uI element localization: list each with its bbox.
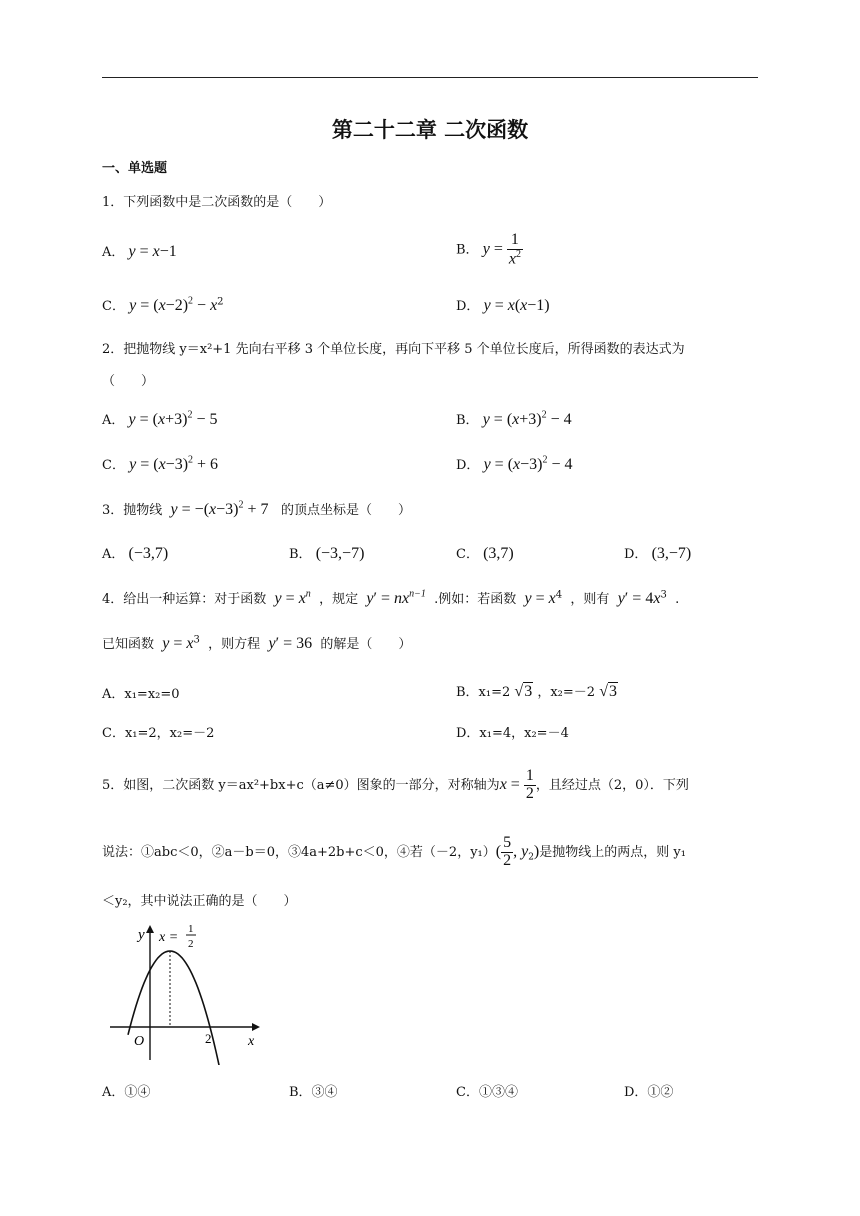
q3-option-b: B． (−3,−7) [289, 545, 365, 562]
q3-option-d: D． (3,−7) [624, 545, 692, 562]
q4-option-d: D．x₁=4，x₂=－4 [456, 726, 569, 741]
q4-option-b: B．x₁=2 √3 ，x₂=－2 √3 [456, 683, 617, 700]
q1-option-c: C． $y = (x-2)^2 - x^2$ [102, 295, 224, 314]
x-intercept-label: 2 [205, 1031, 212, 1046]
origin-label: O [134, 1034, 145, 1049]
q3-option-a: A． (−3,7) [102, 545, 169, 562]
q2-option-d: D． $y = (x-3)^2 - 4$ [456, 454, 573, 473]
q4-stem-line2: 已知函数 $y = x^3$ ，则方程 y′ = 36 的解是（ ） [102, 634, 412, 652]
q1-option-d: D． y = x(x−1) [456, 297, 550, 314]
header-rule [102, 77, 758, 78]
x-axis-label: x [248, 1034, 255, 1049]
q2-stem: 2．把抛物线 y＝x²+1 先向右平移 3 个单位长度，再向下平移 5 个单位长度后，所得函数的表达式为 [102, 342, 685, 357]
q5-stem-line1: 5．如图，二次函数 y＝ax²+bx+c（a≠0）图象的一部分，对称轴为x = $\frac{1}{2}$ ，且经过点（2，0）．下列 [102, 767, 689, 802]
q4-option-a: A．x₁=x₂=0 [102, 687, 180, 702]
q1-option-b: B． y = $\frac{1}{x^2}$ [456, 231, 521, 268]
section-heading: 一、单选题 [102, 161, 168, 176]
q5-stem-line2: 说法：①abc＜0，②a－b＝0，③4a+2b+c＜0，④若（－2，y₁）( $\frac{5}{2}$ , $y_2$)是抛物线上的两点，则 y₁ [102, 834, 686, 869]
half-numerator: 1 [188, 923, 194, 935]
q5-option-c: C．①③④ [456, 1085, 518, 1100]
q3-stem: 3．抛物线 $y = -(x-3)^2 + 7$ 的顶点坐标是（ ） [102, 499, 411, 518]
q1-option-a: A． y = x−1 [102, 243, 177, 260]
page-title: 第二十二章 二次函数 [331, 118, 529, 142]
q5-option-d: D．①② [624, 1085, 674, 1100]
q2-stem-paren: （ ） [102, 374, 155, 389]
y-axis-label: y [138, 927, 145, 943]
q1-stem: 1．下列函数中是二次函数的是（ ） [102, 195, 332, 210]
q5-option-a: A．①④ [102, 1085, 151, 1100]
q2-option-b: B． $y = (x+3)^2 - 4$ [456, 409, 572, 428]
q4-option-c: C．x₁=2，x₂=－2 [102, 726, 215, 741]
q2-option-c: C． $y = (x-3)^2 + 6$ [102, 454, 219, 473]
q4-stem-line1: 4．给出一种运算：对于函数 $y = x^n$ ，规定 $y' = nx^{n-1}$ .例如：若函数 $y = x^4$ ，则有 $y' = 4x^3$ . [102, 588, 680, 607]
q5-stem-line3: ＜y₂，其中说法正确的是（ ） [102, 894, 297, 909]
q2-option-a: A． $y = (x+3)^2 - 5$ [102, 409, 218, 428]
symmetry-axis-label: x = [159, 930, 179, 945]
q5-option-b: B．③④ [289, 1085, 338, 1100]
q3-option-c: C． (3,7) [456, 545, 514, 562]
q5-parabola-graph [102, 915, 262, 1065]
half-denominator: 2 [188, 938, 194, 950]
